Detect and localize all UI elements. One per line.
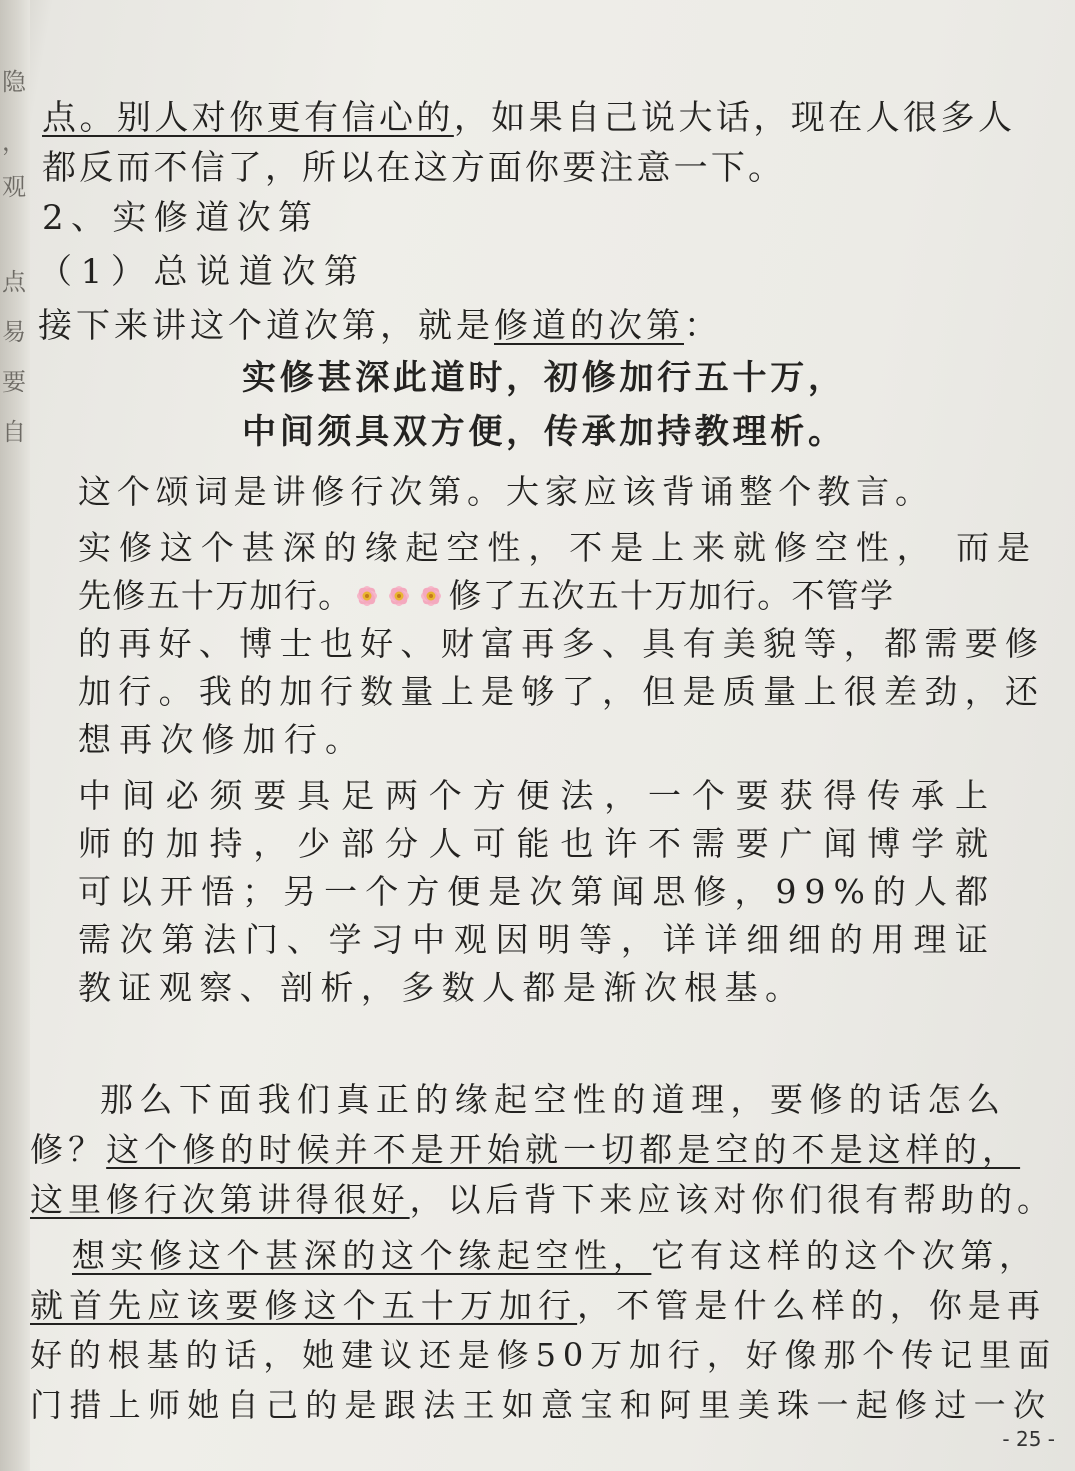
margin-annotation: 自 [2,418,26,446]
text-segment: 先修五十万加行。 [78,576,353,615]
text-segment: 实修甚深此道时，初修加行五十万， [242,358,846,398]
underlined-text: 想实修这个甚深的这个缘起空性， [72,1236,652,1275]
text-line [30,1336,1057,1374]
text-line [78,968,805,1008]
text-line [30,1130,1020,1170]
margin-annotation: 要 [2,368,26,396]
text-segment: 加行。我的加行数量上是够了，但是质量上很差劲，还 [78,672,1046,711]
text-line [30,1286,1046,1326]
underlined-text: 点。别人对你更有信心的 [42,98,454,138]
flower-icon [384,580,414,610]
margin-annotation: ， [2,128,26,156]
margin-annotation: 观 [2,173,26,201]
text-line [42,148,785,189]
text-segment: 修了五次五十万加行。不管学 [448,576,895,615]
text-line [38,252,367,293]
text-segment: 接下来讲这个道次第，就是 [38,306,494,346]
margin-annotation: 易 [2,318,26,346]
text-line [38,306,722,347]
text-line [42,98,1015,139]
margin-annotation: 隐 [2,68,26,96]
text-segment: 想再次修加行。 [78,720,367,759]
text-line [78,624,1045,664]
text-segment: 那么下面我们真正的缘起空性的道理，要修的话怎么 [100,1080,1007,1119]
text-segment: 中间须具双方便，传承加持教理析。 [242,412,846,452]
text-line [78,528,1038,568]
text-line [42,198,319,239]
text-line [78,576,894,616]
text-line [72,1236,1038,1276]
text-line [78,720,366,760]
margin-annotation: 点 [2,268,26,296]
text-line [78,672,1045,712]
text-segment: 好的根基的话，她建议还是修50万加行，好像那个传记里面 [30,1336,1057,1374]
text-segment: 的再好、博士也好、财富再多、具有美貌等，都需要修 [78,624,1046,663]
text-segment: 可以开悟；另一个方便是次第闻思修，99%的人都 [78,872,997,911]
text-segment: 修？ [30,1130,107,1169]
text-segment: ，如果自己说大话，现在人很多人 [453,98,1016,138]
underlined-text: 这个修的时候并不是开始就一切都是空的不是这样的， [106,1130,1021,1169]
underlined-text: 修道的次第 [494,306,684,346]
book-spine [0,0,30,1471]
page-number: - 25 - [1002,1427,1055,1451]
text-line [78,872,996,912]
text-segment: 门措上师她自己的是跟法王如意宝和阿里美珠一起修过一次 [30,1386,1053,1424]
text-segment: （1）总说道次第 [38,252,367,292]
flower-icon [352,580,382,610]
text-line [78,472,934,512]
flower-icon [416,580,446,610]
text-segment: 2、实修道次第 [42,198,320,238]
text-segment: 它有这样的这个次第， [651,1236,1038,1275]
text-segment: 需次第法门、学习中观因明等，详详细细的用理证 [78,920,997,959]
text-segment: 实修这个甚深的缘起空性，不是上来就修空性， 而是 [78,528,1038,567]
text-segment: 师的加持，少部分人可能也许不需要广闻博学就 [78,824,999,863]
verse-line [242,412,846,453]
verse-line [242,358,846,399]
text-line [78,824,999,864]
underlined-text: 就首先应该要修这个五十万加行 [30,1286,578,1325]
text-segment: ，不管是什么样的，你是再 [577,1286,1047,1325]
text-line [78,776,999,816]
text-line [30,1180,1055,1220]
text-segment: ，以后背下来应该对你们很有帮助的。 [409,1180,1055,1219]
text-line [78,920,997,960]
text-segment: 中间必须要具足两个方便法，一个要获得传承上 [78,776,999,815]
text-segment: 都反而不信了，所以在这方面你要注意一下。 [42,148,786,188]
text-line [100,1080,1006,1120]
text-segment: 教证观察、剖析，多数人都是渐次根基。 [78,968,806,1007]
underlined-text: 这里修行次第讲得很好 [30,1180,410,1219]
text-line [30,1386,1052,1424]
text-segment: ： [684,306,722,346]
text-segment: 这个颂词是讲修行次第。大家应该背诵整个教言。 [78,472,934,511]
